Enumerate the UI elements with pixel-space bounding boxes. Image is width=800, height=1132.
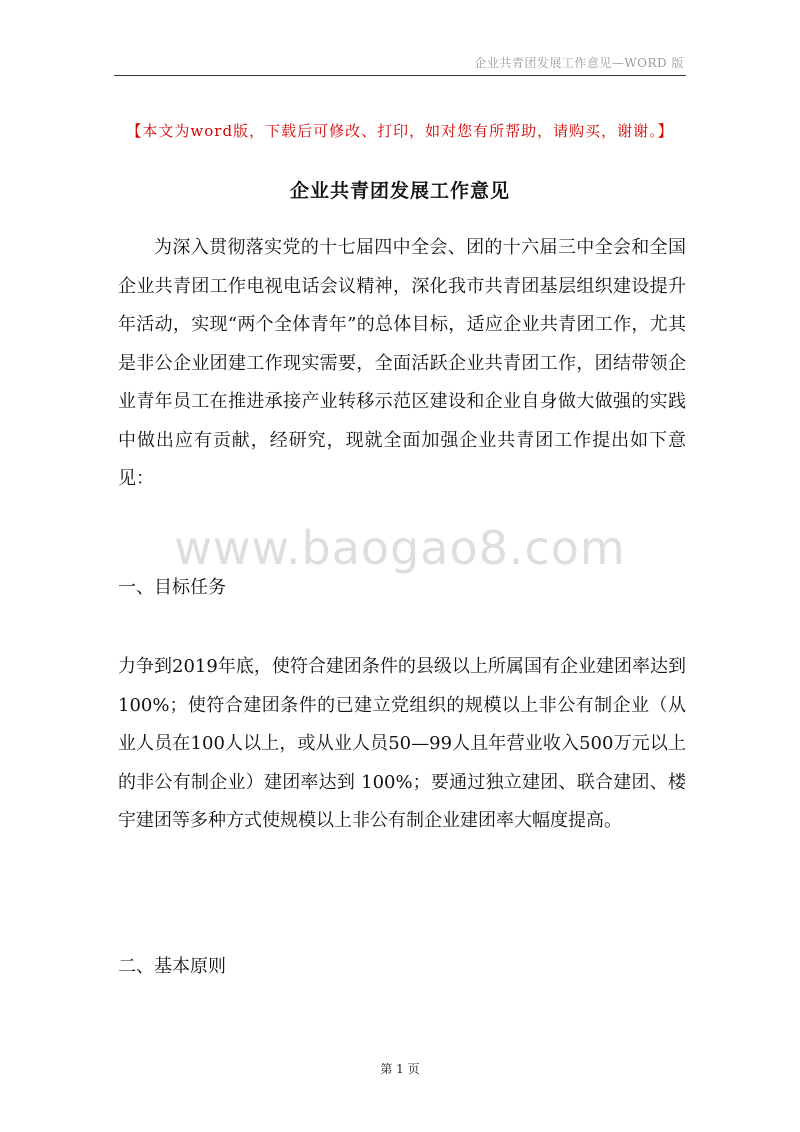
section-heading-principles: 二、基本原则 [118, 956, 226, 977]
running-header: 企业共青团发展工作意见—WORD 版 [474, 56, 684, 70]
watermark: www.baogao8.com [174, 521, 626, 575]
section-heading-goals: 一、目标任务 [118, 577, 226, 598]
download-notice: 【本文为word版，下载后可修改、打印，如对您有所帮助，请购买，谢谢。】 [126, 122, 674, 140]
goals-paragraph: 力争到2019年底，使符合建团条件的县级以上所属国有企业建团率达到 100%；使符合建团条件的已建立党组织的规模以上非公有制企业（从业人员在100人以上，或从业人员50—99人且年营业收入500万元以上的非公有制企业）建团率达到 100%；要通过独立建团、联合建团、楼宇建团等多种方式使规模以上非公有制企业建团率大幅度提高。 [118, 656, 686, 831]
document-title: 企业共青团发展工作意见 [289, 180, 510, 202]
intro-paragraph: 为深入贯彻落实党的十七届四中全会、团的十六届三中全会和全国企业共青团工作电视电话会议精神，深化我市共青团基层组织建设提升年活动，实现“两个全体青年”的总体目标，适应企业共青团工作，尤其是非公企业团建工作现实需要，全面活跃企业共青团工作，团结带领企业青年员工在推进承接产业转移示范区建设和企业自身做大做强的实践中做出应有贡献，经研究，现就全面加强企业共青团工作提出如下意见： [118, 237, 686, 489]
page-number: 第 1 页 [380, 1062, 420, 1076]
header-divider [114, 75, 686, 76]
